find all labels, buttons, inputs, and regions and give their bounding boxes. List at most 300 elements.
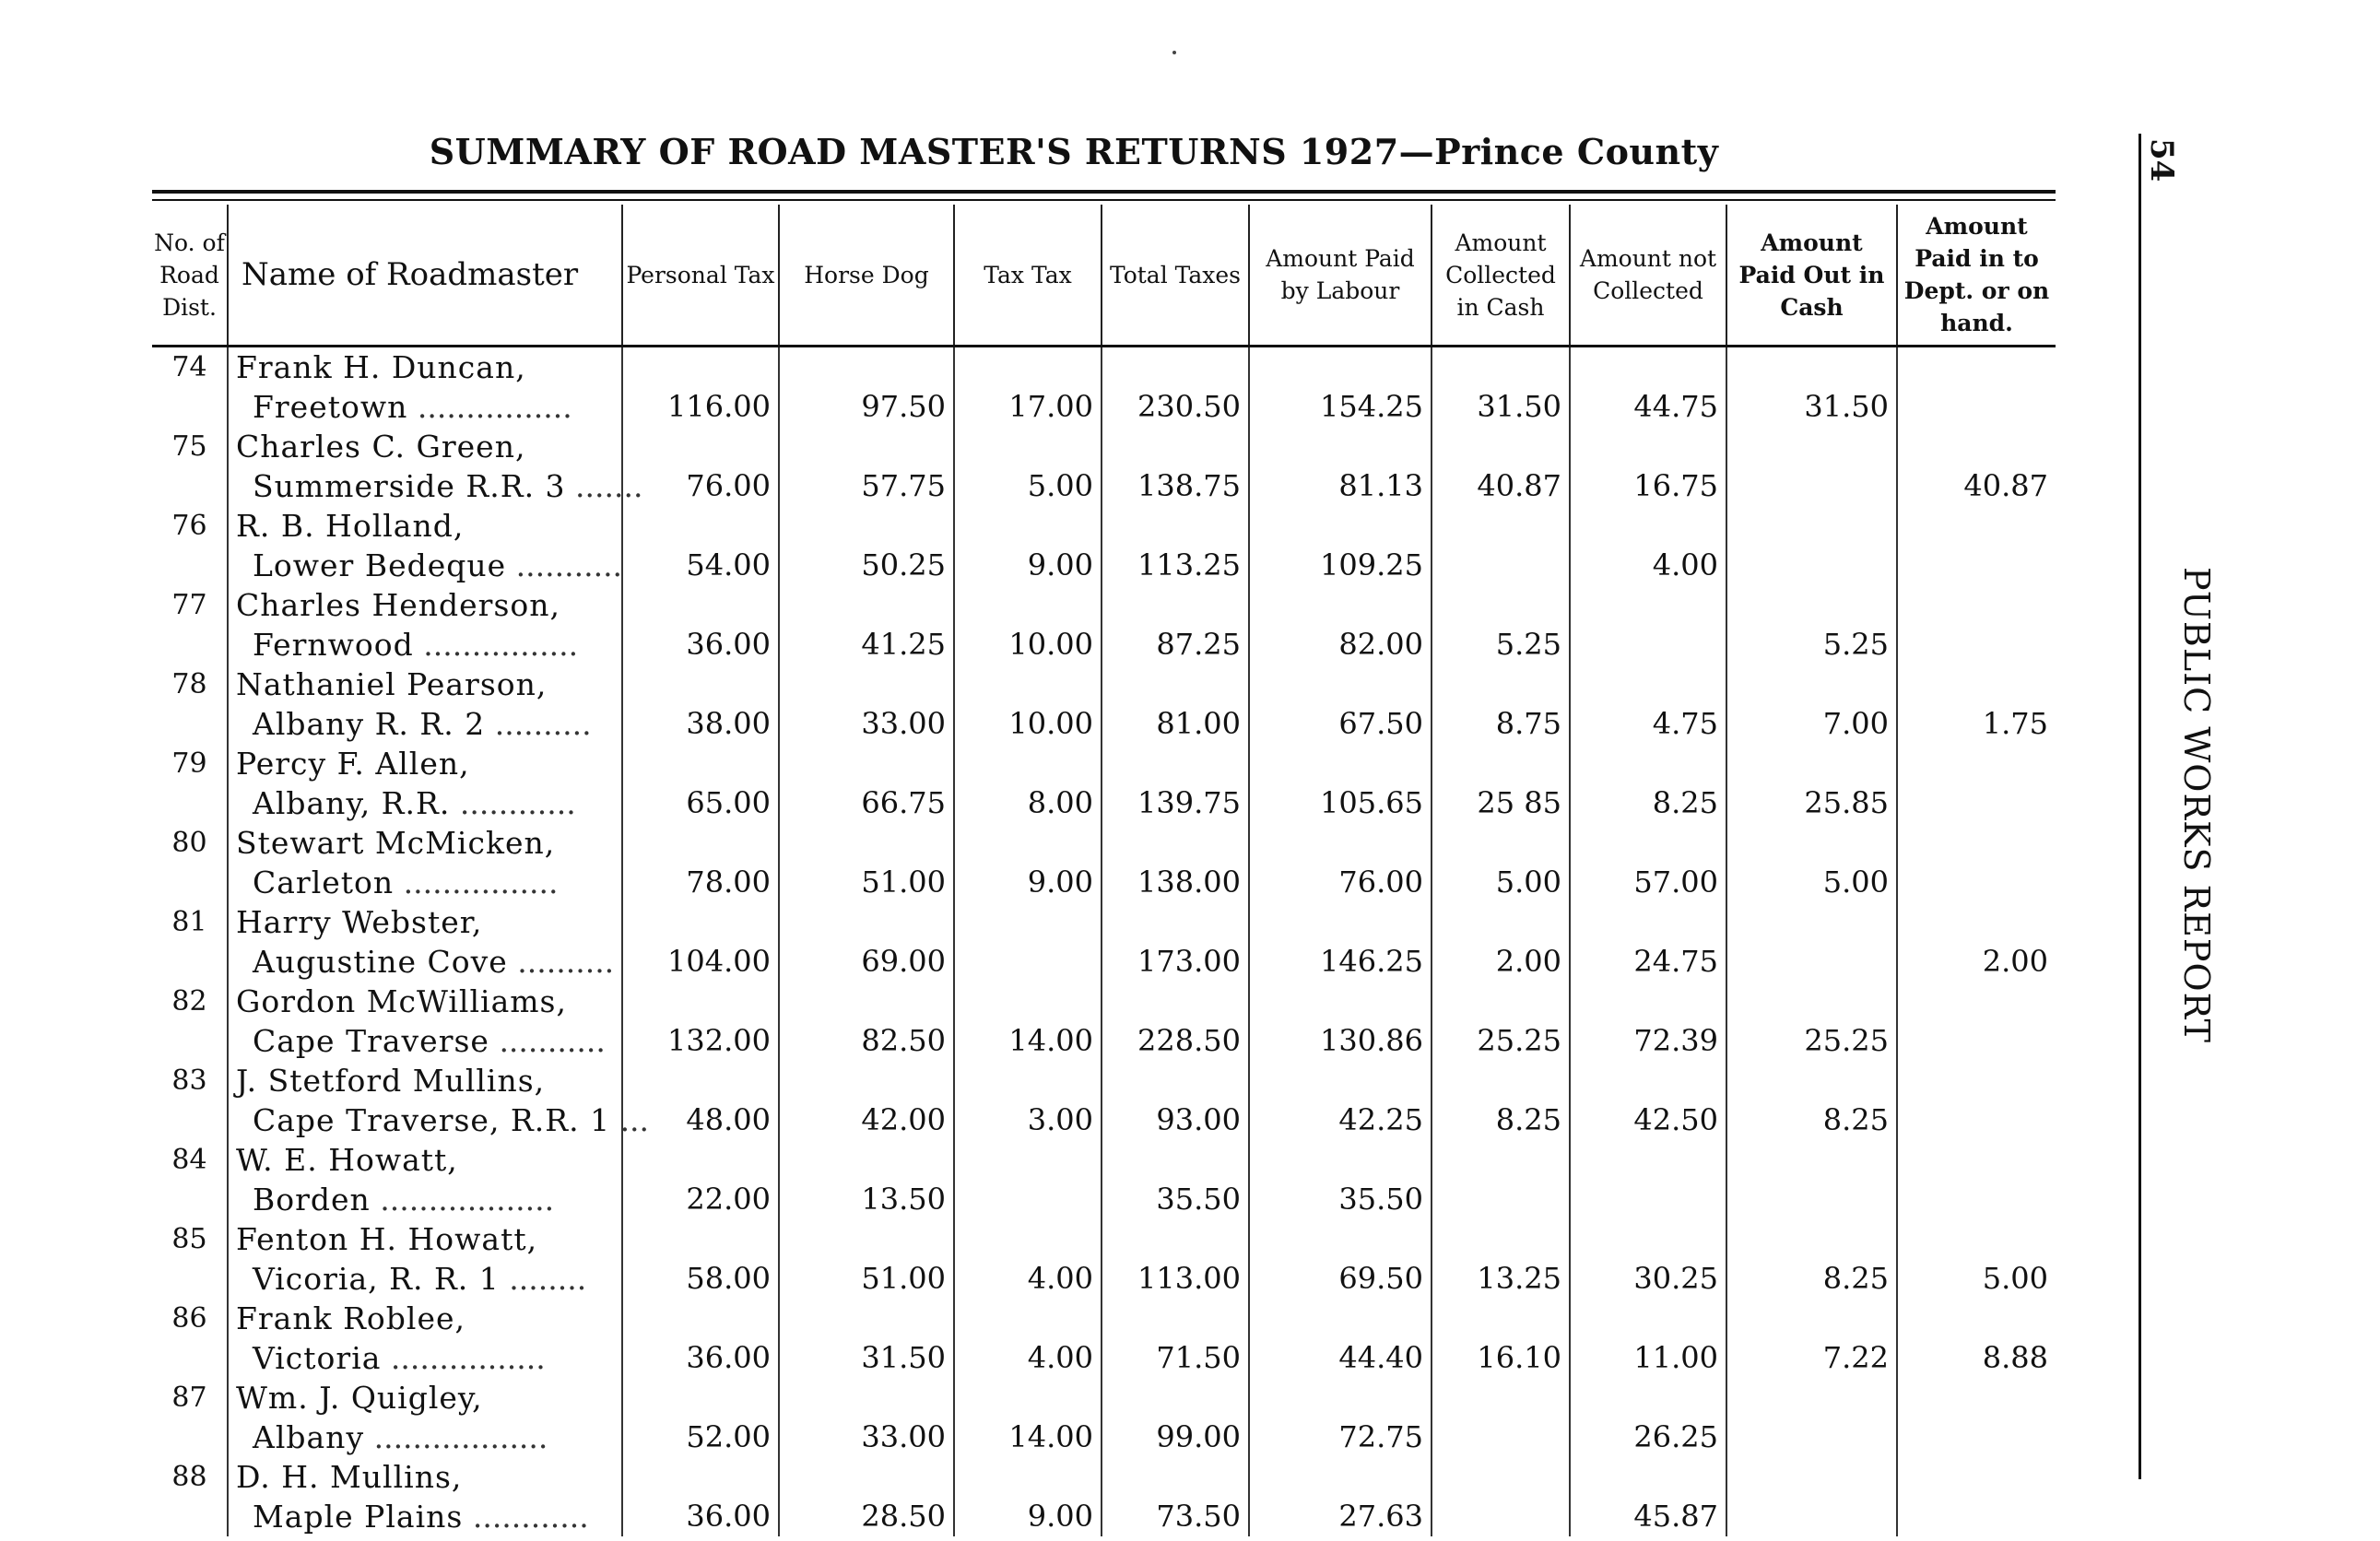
amount-personal: 65.00 (622, 783, 779, 823)
spacer-cell (954, 506, 1102, 546)
amount-tax (954, 942, 1102, 982)
header-name: Name of Roadmaster (228, 205, 622, 347)
amount-paidout: 7.22 (1726, 1338, 1897, 1378)
header-tax-tax: Tax Tax (954, 205, 1102, 347)
amount-cash: 40.87 (1432, 466, 1570, 506)
table-row-values (152, 783, 2056, 823)
amount-horse: 69.00 (779, 942, 954, 982)
header-horse-dog: Horse Dog (779, 205, 954, 347)
amount-tax: 9.00 (954, 1497, 1102, 1536)
amount-horse: 31.50 (779, 1338, 954, 1378)
amount-paidout: 8.25 (1726, 1100, 1897, 1140)
roadmaster-location: Borden (253, 1182, 371, 1218)
roadmaster-location: Cape Traverse, R.R. 1 (253, 1102, 611, 1138)
spacer-cell (1249, 982, 1432, 1021)
spacer-cell (622, 1457, 779, 1497)
spacer-cell (954, 1219, 1102, 1259)
spacer-cell (622, 823, 779, 863)
spacer-cell (622, 1299, 779, 1338)
road-district-number: 85 (152, 1219, 228, 1259)
spacer-cell (779, 1061, 954, 1100)
spacer-cell (152, 1417, 228, 1457)
road-district-number: 88 (152, 1457, 228, 1497)
roadmaster-location: Albany, R.R. (253, 785, 451, 821)
spacer-cell (954, 744, 1102, 783)
roadmaster-location-cell (228, 1259, 622, 1299)
roadmaster-name: Percy F. Allen, (228, 744, 622, 783)
roadmaster-location: Albany (253, 1419, 365, 1455)
dot-leaders: ................ (394, 865, 559, 900)
spacer-cell (1726, 1061, 1897, 1100)
spacer-cell (152, 1338, 228, 1378)
amount-personal: 116.00 (622, 387, 779, 427)
table-row (152, 1299, 2056, 1338)
amount-dept: 5.00 (1982, 1261, 2048, 1296)
amount-cash: 13.25 (1432, 1259, 1570, 1299)
amount-cash: 8.75 (1432, 704, 1570, 744)
amount-paidout (1726, 942, 1897, 982)
roadmaster-name: W. E. Howatt, (228, 1140, 622, 1180)
spacer-cell (152, 1497, 228, 1536)
roadmaster-name: Charles C. Green, (228, 427, 622, 466)
roadmaster-location-cell (228, 1497, 622, 1536)
amount-personal: 58.00 (622, 1259, 779, 1299)
amount-labour: 69.50 (1249, 1259, 1432, 1299)
spacer-cell (954, 1299, 1102, 1338)
roadmaster-location-cell (228, 1021, 622, 1061)
amount-labour: 42.25 (1249, 1100, 1432, 1140)
spacer-cell (779, 1457, 954, 1497)
spacer-cell (779, 1140, 954, 1180)
spacer-cell (1570, 427, 1726, 466)
dot-leaders: ................ (413, 627, 579, 663)
spacer-cell (1432, 902, 1570, 942)
road-district-number: 84 (152, 1140, 228, 1180)
spacer-cell (152, 704, 228, 744)
table-row-values (152, 1021, 2056, 1061)
print-speck (1172, 51, 1176, 54)
spacer-cell (1249, 1378, 1432, 1417)
roadmaster-name: Harry Webster, (228, 902, 622, 942)
amount-dept: 40.87 (1963, 468, 2048, 503)
table-row-values (152, 1417, 2056, 1457)
roadmaster-location: Fernwood (253, 627, 414, 663)
spacer-cell (622, 585, 779, 625)
spacer-cell (1726, 982, 1897, 1021)
dot-leaders: ........... (506, 547, 623, 583)
amount-total: 93.00 (1102, 1100, 1249, 1140)
amount-notcollected: 45.87 (1570, 1497, 1726, 1536)
header-collected-cash: Amount Collected in Cash (1432, 205, 1570, 347)
table-row (152, 823, 2056, 863)
page-number: 54 (2143, 138, 2180, 182)
spacer-cell (1897, 744, 2056, 783)
spacer-cell (1726, 427, 1897, 466)
amount-horse: 97.50 (779, 387, 954, 427)
amount-personal: 48.00 (622, 1100, 779, 1140)
amount-personal: 132.00 (622, 1021, 779, 1061)
table-row (152, 744, 2056, 783)
amount-cash (1432, 1497, 1570, 1536)
table-row (152, 982, 2056, 1021)
header-personal-tax: Personal Tax (622, 205, 779, 347)
spacer-cell (1102, 1061, 1249, 1100)
spacer-cell (1102, 427, 1249, 466)
roadmaster-name: Wm. J. Quigley, (228, 1378, 622, 1417)
spacer-cell (1432, 1378, 1570, 1417)
dot-leaders: .................. (370, 1182, 555, 1218)
amount-paidout (1726, 466, 1897, 506)
spacer-cell (779, 902, 954, 942)
spacer-cell (1570, 982, 1726, 1021)
road-district-number: 76 (152, 506, 228, 546)
spacer-cell (1432, 1299, 1570, 1338)
spacer-cell (1432, 982, 1570, 1021)
roadmaster-name: Frank Roblee, (228, 1299, 622, 1338)
spacer-cell (1726, 1299, 1897, 1338)
table-row (152, 585, 2056, 625)
amount-labour: 27.63 (1249, 1497, 1432, 1536)
spacer-cell (152, 466, 228, 506)
road-district-number: 81 (152, 902, 228, 942)
spacer-cell (1249, 744, 1432, 783)
amount-personal: 36.00 (622, 1497, 779, 1536)
spacer-cell (622, 1378, 779, 1417)
amount-labour: 76.00 (1249, 863, 1432, 902)
amount-notcollected: 44.75 (1570, 387, 1726, 427)
amount-tax: 14.00 (954, 1021, 1102, 1061)
amount-paidout (1726, 1497, 1897, 1536)
road-district-number: 87 (152, 1378, 228, 1417)
amount-labour: 109.25 (1249, 546, 1432, 585)
amount-cash: 25.25 (1432, 1021, 1570, 1061)
spacer-cell (1102, 982, 1249, 1021)
amount-total: 81.00 (1102, 704, 1249, 744)
roadmaster-name: J. Stetford Mullins, (228, 1061, 622, 1100)
amount-labour: 35.50 (1249, 1180, 1432, 1219)
spacer-cell (954, 902, 1102, 942)
spacer-cell (1102, 1140, 1249, 1180)
amount-dept (1897, 783, 2056, 823)
amount-tax: 3.00 (954, 1100, 1102, 1140)
spacer-cell (1726, 585, 1897, 625)
spacer-cell (779, 506, 954, 546)
spacer-cell (1102, 1378, 1249, 1417)
amount-tax: 9.00 (954, 863, 1102, 902)
amount-dept: 1.75 (1982, 706, 2048, 741)
spacer-cell (954, 1457, 1102, 1497)
spacer-cell (1726, 1140, 1897, 1180)
header-dist: No. of Road Dist. (152, 205, 228, 347)
dot-leaders: .......... (485, 706, 592, 742)
spacer-cell (622, 982, 779, 1021)
dot-leaders: ........ (499, 1261, 587, 1297)
amount-labour: 44.40 (1249, 1338, 1432, 1378)
amount-paidout (1726, 546, 1897, 585)
page-title: SUMMARY OF ROAD MASTER'S RETURNS 1927—Prince County (429, 131, 1719, 172)
table-row (152, 347, 2056, 388)
spacer-cell (152, 863, 228, 902)
amount-horse: 33.00 (779, 1417, 954, 1457)
running-head: PUBLIC WORKS REPORT (2176, 567, 2217, 1043)
amount-horse: 51.00 (779, 1259, 954, 1299)
spacer-cell (622, 347, 779, 388)
roadmaster-location-cell (228, 783, 622, 823)
amount-total: 87.25 (1102, 625, 1249, 665)
header-paid-to-dept: Amount Paid in to Dept. or on hand. (1897, 205, 2056, 347)
amount-personal: 36.00 (622, 1338, 779, 1378)
roadmaster-name: Nathaniel Pearson, (228, 665, 622, 704)
amount-labour: 105.65 (1249, 783, 1432, 823)
margin-rule (2138, 134, 2141, 1479)
spacer-cell (1570, 1061, 1726, 1100)
amount-notcollected: 26.25 (1570, 1417, 1726, 1457)
spacer-cell (1897, 982, 2056, 1021)
amount-paidout (1726, 1417, 1897, 1457)
table-row-values (152, 942, 2056, 982)
amount-cash: 31.50 (1432, 387, 1570, 427)
spacer-cell (152, 1100, 228, 1140)
header-paid-out-cash: Amount Paid Out in Cash (1726, 205, 1897, 347)
spacer-cell (954, 982, 1102, 1021)
table-row-values (152, 1180, 2056, 1219)
spacer-cell (1249, 347, 1432, 388)
spacer-cell (1249, 506, 1432, 546)
spacer-cell (1897, 1378, 2056, 1417)
amount-notcollected: 57.00 (1570, 863, 1726, 902)
roadmaster-location-cell (228, 863, 622, 902)
amount-horse: 13.50 (779, 1180, 954, 1219)
table-row-values (152, 863, 2056, 902)
amount-dept (1897, 625, 2056, 665)
spacer-cell (779, 744, 954, 783)
spacer-cell (1249, 1061, 1432, 1100)
amount-notcollected: 16.75 (1570, 466, 1726, 506)
amount-horse: 50.25 (779, 546, 954, 585)
amount-dept: 8.88 (1982, 1340, 2048, 1375)
roadmaster-name: D. H. Mullins, (228, 1457, 622, 1497)
amount-notcollected: 24.75 (1570, 942, 1726, 982)
amount-total: 113.25 (1102, 546, 1249, 585)
amount-tax: 4.00 (954, 1259, 1102, 1299)
dot-leaders: ........... (489, 1023, 606, 1059)
dot-leaders: ............ (450, 785, 576, 821)
spacer-cell (1570, 1299, 1726, 1338)
amount-dept (1897, 1417, 2056, 1457)
amount-cash: 5.00 (1432, 863, 1570, 902)
table-row-values (152, 1100, 2056, 1140)
spacer-cell (1897, 506, 2056, 546)
table-row (152, 1378, 2056, 1417)
spacer-cell (1897, 1061, 2056, 1100)
amount-personal: 54.00 (622, 546, 779, 585)
roadmaster-location: Maple Plains (253, 1499, 464, 1535)
spacer-cell (1897, 665, 2056, 704)
amount-paidout: 7.00 (1726, 704, 1897, 744)
amount-personal: 76.00 (622, 466, 779, 506)
spacer-cell (1726, 506, 1897, 546)
dot-leaders: ....... (565, 468, 643, 504)
amount-tax: 4.00 (954, 1338, 1102, 1378)
roadmaster-name: Stewart McMicken, (228, 823, 622, 863)
spacer-cell (954, 1140, 1102, 1180)
spacer-cell (1897, 902, 2056, 942)
road-district-number: 82 (152, 982, 228, 1021)
spacer-cell (1570, 1140, 1726, 1180)
roadmaster-location: Cape Traverse (253, 1023, 489, 1059)
spacer-cell (152, 546, 228, 585)
spacer-cell (1726, 1219, 1897, 1259)
spacer-cell (1897, 1140, 2056, 1180)
amount-horse: 28.50 (779, 1497, 954, 1536)
spacer-cell (622, 902, 779, 942)
dot-leaders: ... (610, 1102, 650, 1138)
spacer-cell (1570, 1219, 1726, 1259)
dot-leaders: .......... (507, 944, 615, 980)
amount-total: 173.00 (1102, 942, 1249, 982)
amount-paidout: 5.00 (1726, 863, 1897, 902)
spacer-cell (1726, 744, 1897, 783)
table-row (152, 665, 2056, 704)
amount-personal: 36.00 (622, 625, 779, 665)
road-district-number: 83 (152, 1061, 228, 1100)
spacer-cell (1726, 823, 1897, 863)
roadmaster-location: Augustine Cove (253, 944, 508, 980)
spacer-cell (1102, 585, 1249, 625)
dot-leaders: ................ (407, 389, 572, 425)
spacer-cell (779, 1378, 954, 1417)
spacer-cell (1897, 1219, 2056, 1259)
amount-personal: 22.00 (622, 1180, 779, 1219)
spacer-cell (1570, 1457, 1726, 1497)
roadmaster-location: Victoria (253, 1340, 382, 1376)
amount-total: 113.00 (1102, 1259, 1249, 1299)
table-row (152, 1140, 2056, 1180)
amount-horse: 33.00 (779, 704, 954, 744)
spacer-cell (1102, 744, 1249, 783)
roadmaster-location: Carleton (253, 865, 395, 900)
amount-cash (1432, 1417, 1570, 1457)
road-district-number: 77 (152, 585, 228, 625)
spacer-cell (1432, 1219, 1570, 1259)
spacer-cell (779, 665, 954, 704)
amount-total: 138.75 (1102, 466, 1249, 506)
table-row-values (152, 625, 2056, 665)
amount-horse: 57.75 (779, 466, 954, 506)
roadmaster-name: Charles Henderson, (228, 585, 622, 625)
spacer-cell (1102, 902, 1249, 942)
amount-horse: 51.00 (779, 863, 954, 902)
amount-personal: 38.00 (622, 704, 779, 744)
spacer-cell (1897, 585, 2056, 625)
amount-dept (1897, 863, 2056, 902)
amount-labour: 81.13 (1249, 466, 1432, 506)
spacer-cell (1897, 823, 2056, 863)
amount-horse: 82.50 (779, 1021, 954, 1061)
returns-table (152, 205, 2056, 1536)
spacer-cell (1249, 823, 1432, 863)
roadmaster-location-cell (228, 1100, 650, 1140)
roadmaster-location: Freetown (253, 389, 408, 425)
spacer-cell (622, 665, 779, 704)
spacer-cell (779, 347, 954, 388)
spacer-cell (1432, 1140, 1570, 1180)
amount-paidout: 31.50 (1726, 387, 1897, 427)
spacer-cell (1570, 823, 1726, 863)
amount-cash: 8.25 (1432, 1100, 1570, 1140)
amount-dept (1897, 1100, 2056, 1140)
amount-total: 230.50 (1102, 387, 1249, 427)
amount-tax: 14.00 (954, 1417, 1102, 1457)
roadmaster-location-cell (228, 704, 622, 744)
spacer-cell (622, 1061, 779, 1100)
roadmaster-name: Frank H. Duncan, (228, 347, 622, 388)
spacer-cell (1432, 1061, 1570, 1100)
table-row (152, 1061, 2056, 1100)
spacer-cell (1570, 902, 1726, 942)
roadmaster-location-cell (228, 1338, 622, 1378)
spacer-cell (1726, 1378, 1897, 1417)
dot-leaders: ................ (381, 1340, 546, 1376)
roadmaster-location-cell (228, 466, 643, 506)
amount-labour: 82.00 (1249, 625, 1432, 665)
amount-cash: 25 85 (1432, 783, 1570, 823)
table-row-values (152, 466, 2056, 506)
spacer-cell (954, 665, 1102, 704)
spacer-cell (622, 744, 779, 783)
amount-total: 99.00 (1102, 1417, 1249, 1457)
spacer-cell (152, 783, 228, 823)
spacer-cell (1249, 1299, 1432, 1338)
table-row-values (152, 546, 2056, 585)
amount-cash (1432, 1180, 1570, 1219)
amount-personal: 52.00 (622, 1417, 779, 1457)
spacer-cell (1570, 665, 1726, 704)
spacer-cell (954, 427, 1102, 466)
road-district-number: 79 (152, 744, 228, 783)
road-district-number: 80 (152, 823, 228, 863)
spacer-cell (1102, 823, 1249, 863)
amount-horse: 42.00 (779, 1100, 954, 1140)
amount-total: 35.50 (1102, 1180, 1249, 1219)
spacer-cell (954, 585, 1102, 625)
spacer-cell (1432, 665, 1570, 704)
amount-tax: 10.00 (954, 704, 1102, 744)
spacer-cell (1570, 506, 1726, 546)
spacer-cell (779, 982, 954, 1021)
amount-paidout: 5.25 (1726, 625, 1897, 665)
amount-tax: 9.00 (954, 546, 1102, 585)
roadmaster-location-cell (228, 387, 622, 427)
spacer-cell (152, 1259, 228, 1299)
amount-total: 71.50 (1102, 1338, 1249, 1378)
table-row (152, 902, 2056, 942)
roadmaster-location: Albany R. R. 2 (253, 706, 486, 742)
spacer-cell (1249, 665, 1432, 704)
roadmaster-location-cell (228, 942, 622, 982)
spacer-cell (1249, 1457, 1432, 1497)
spacer-cell (622, 427, 779, 466)
spacer-cell (152, 1021, 228, 1061)
roadmaster-location: Summerside R.R. 3 (253, 468, 566, 504)
amount-personal: 104.00 (622, 942, 779, 982)
amount-tax: 5.00 (954, 466, 1102, 506)
roadmaster-name: R. B. Holland, (228, 506, 622, 546)
amount-dept (1897, 546, 2056, 585)
spacer-cell (1249, 427, 1432, 466)
spacer-cell (622, 1219, 779, 1259)
amount-notcollected: 4.00 (1570, 546, 1726, 585)
